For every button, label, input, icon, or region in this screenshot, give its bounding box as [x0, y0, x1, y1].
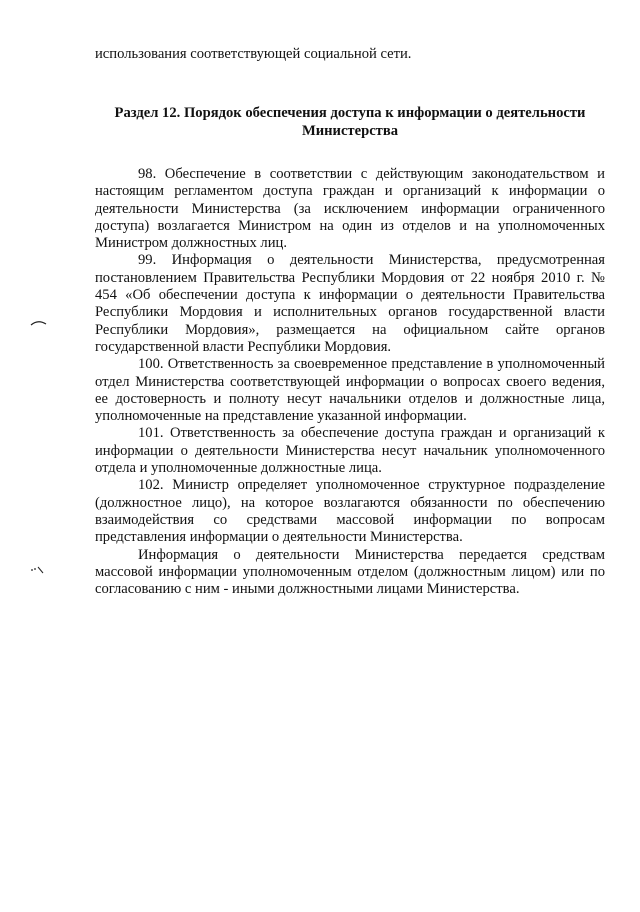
scan-mark: [30, 564, 46, 576]
section-body: [95, 166, 605, 598]
intro-line: использования соответствующей социальной сети.: [95, 46, 412, 62]
paragraph-98: 98. Обеспечение в соответствии с действующим законодательством и настоящим регламентом доступа граждан и организаций к информации о деятельности Министерства (за исключением информации ограниченного доступа) возлагается Министром на один из отделов и на уполномоченных Министром должностных лиц.: [95, 166, 605, 252]
paragraph-media-info: Информация о деятельности Министерства передается средствам массовой информации уполномоченным отделом (должностным лицом) или по согласованию с ним - иными должностными лицами Министерства.: [95, 546, 605, 598]
paragraph-100: 100. Ответственность за своевременное представление в уполномоченный отдел Министерства соответствующей информации о вопросах своего ведения, ее достоверность и полноту несут начальники отделов и должностные лица, уполномоченные на представление указанной информации.: [95, 356, 605, 425]
paragraph-101: 101. Ответственность за обеспечение доступа граждан и организаций к информации о деятельности Министерства несут начальник уполномоченного отдела и уполномоченные должностные лица.: [95, 425, 605, 477]
section-heading: Раздел 12. Порядок обеспечения доступа к информации о деятельности Министерства: [114, 105, 586, 139]
paragraph-102: 102. Министр определяет уполномоченное структурное подразделение (должностное лицо), на которое возлагаются обязанности по обеспечению взаимодействия со средствами массовой информации по вопросам представления информации о деятельности Министерства.: [95, 477, 605, 546]
scan-mark: [30, 318, 48, 328]
paragraph-99: 99. Информация о деятельности Министерства, предусмотренная постановлением Правительства Республики Мордовия от 22 ноября 2010 г. № 454 «Об обеспечении доступа к информации о деятельности Правительства Республики Мордовия и исполнительных органов государственной власти Республики Мордовия», размещается на официальном сайте органов государственной власти Республики Мордовия.: [95, 252, 605, 355]
